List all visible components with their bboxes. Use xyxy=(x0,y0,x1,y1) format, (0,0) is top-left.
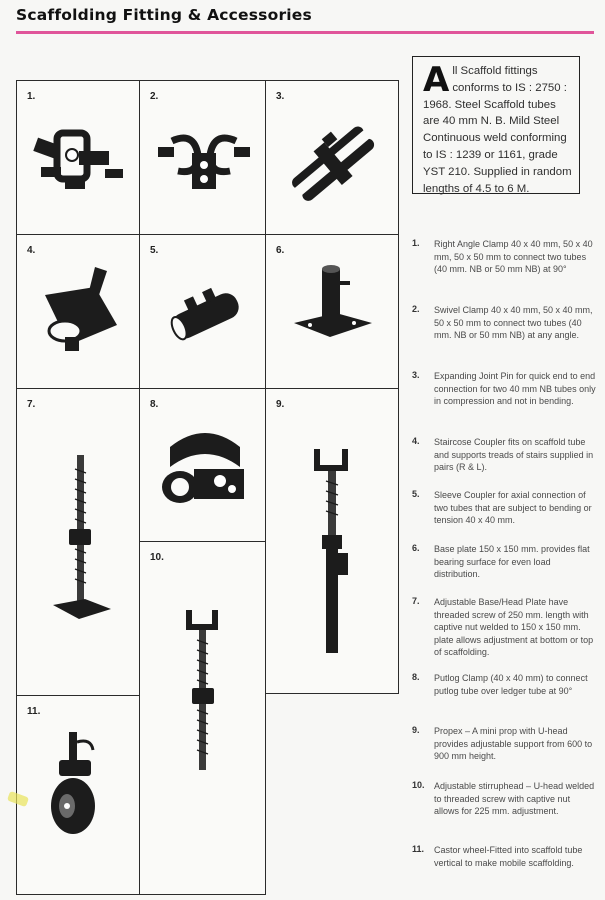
item-text: Propex – A mini prop with U-head provides adjustable support from 600 to 900 mm height. xyxy=(434,726,593,761)
sleeve-coupler-icon xyxy=(160,285,250,345)
cell-number: 4. xyxy=(27,245,36,256)
cell-number: 8. xyxy=(150,399,159,410)
note-text xyxy=(423,60,575,197)
item-text: Sleeve Coupler for axial connection of two tubes that are subject to bending or tension 40 x 40 mm. xyxy=(434,490,592,525)
item-text: Swivel Clamp 40 x 40 mm, 50 x 40 mm, 50 x 50 mm to connect two tubes (40 mm. NB or 50 mm NB) at any angle. xyxy=(434,305,593,340)
item-number: 4. xyxy=(412,436,420,446)
cell-6 xyxy=(265,234,399,389)
page-title: Scaffolding Fitting & Accessories xyxy=(16,6,312,24)
item-number: 6. xyxy=(412,543,420,553)
item-number: 5. xyxy=(412,489,420,499)
cell-number: 1. xyxy=(27,91,36,102)
swivel-clamp-icon xyxy=(154,131,254,201)
cell-2 xyxy=(139,80,266,235)
cell-number: 2. xyxy=(150,91,159,102)
item-number: 7. xyxy=(412,596,420,606)
item-text: Adjustable stirruphead – U-head welded to threaded screw with captive nut allows for 225 mm. adjustment. xyxy=(434,781,595,816)
right-angle-clamp-icon xyxy=(27,121,131,201)
castor-wheel-icon xyxy=(37,732,117,842)
item-text: Expanding Joint Pin for quick end to end connection for two 40 mm NB tubes only in compression and not in bending. xyxy=(434,371,596,406)
expanding-joint-pin-icon xyxy=(280,111,390,221)
cell-number: 11. xyxy=(27,706,41,717)
cell-number: 3. xyxy=(276,91,285,102)
title-rule xyxy=(16,31,594,34)
specification-note xyxy=(412,56,580,194)
cell-3 xyxy=(265,80,399,235)
item-text: Putlog Clamp (40 x 40 mm) to connect putlog tube over ledger tube at 90° xyxy=(434,673,588,696)
item-text: Castor wheel-Fitted into scaffold tube vertical to make mobile scaffolding. xyxy=(434,845,583,868)
cell-number: 9. xyxy=(276,399,285,410)
adjustable-base-plate-icon xyxy=(45,449,115,629)
cell-4 xyxy=(16,234,140,389)
cell-number: 5. xyxy=(150,245,159,256)
item-number: 1. xyxy=(412,238,420,248)
cell-number: 7. xyxy=(27,399,36,410)
item-text: Staircose Coupler fits on scaffold tube and supports treads of stairs supplied in pairs (R & L). xyxy=(434,437,594,472)
adjustable-stirruphead-icon xyxy=(174,606,234,776)
cell-11 xyxy=(16,695,140,895)
base-plate-icon xyxy=(288,261,378,351)
cell-7 xyxy=(16,388,140,696)
item-number: 10. xyxy=(412,780,425,790)
cell-1 xyxy=(16,80,140,235)
staircase-coupler-icon xyxy=(35,265,135,355)
note-body: ll Scaffold fittings conforms to IS : 2750 : 1968. Steel Scaffold tubes are 40 mm N. B. Mild Steel Continuous weld conforming to IS : 1239 or 1161, grade YST 210. Supplied in random lengths of 4.5 to 6 M. xyxy=(423,65,572,195)
item-text: Adjustable Base/Head Plate have threaded screw of 250 mm. length with captive nut welded to 150 x 150 mm. plate allows adjustment at bottom or top of scaffolding. xyxy=(434,597,594,657)
item-number: 3. xyxy=(412,370,420,380)
item-number: 9. xyxy=(412,725,420,735)
cell-number: 6. xyxy=(276,245,285,256)
putlog-clamp-icon xyxy=(150,417,260,517)
cell-10 xyxy=(139,541,266,895)
cell-9 xyxy=(265,388,399,694)
item-text: Base plate 150 x 150 mm. provides flat bearing surface for even load distribution. xyxy=(434,544,590,579)
propex-icon xyxy=(304,445,364,655)
item-text: Right Angle Clamp 40 x 40 mm, 50 x 40 mm, 50 x 50 mm to connect two tubes (40 mm. NB or 50 mm NB) at 90° xyxy=(434,239,593,274)
item-number: 2. xyxy=(412,304,420,314)
item-number: 8. xyxy=(412,672,420,682)
fittings-grid xyxy=(16,80,399,895)
note-dropcap: A xyxy=(423,60,450,100)
item-number: 11. xyxy=(412,844,425,854)
cell-5 xyxy=(139,234,266,389)
cell-8 xyxy=(139,388,266,542)
cell-number: 10. xyxy=(150,552,164,563)
